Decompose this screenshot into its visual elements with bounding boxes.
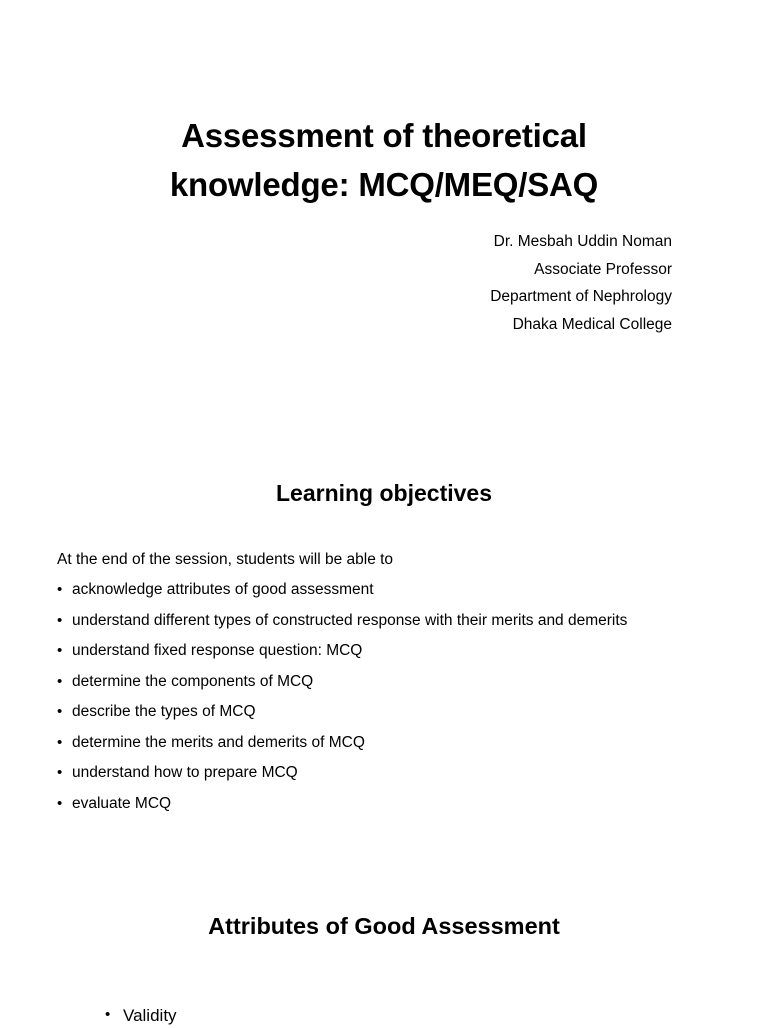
learning-objectives-heading: Learning objectives xyxy=(275,480,492,506)
attributes-heading: Attributes of Good Assessment xyxy=(208,913,560,939)
list-item: • acknowledge attributes of good assessment xyxy=(57,579,697,601)
author-block xyxy=(96,228,672,338)
list-item: • understand different types of constructed response with their merits and demerits xyxy=(57,610,697,632)
author-department: Department of Nephrology xyxy=(490,288,672,306)
list-item: • understand fixed response question: MCQ xyxy=(57,640,697,662)
list-item: • Validity xyxy=(105,1004,665,1028)
list-item: • determine the merits and demerits of MCQ xyxy=(57,732,697,754)
slide-title-line2: knowledge: MCQ/MEQ/SAQ xyxy=(169,165,599,203)
learning-objectives-intro: At the end of the session, students will be able to xyxy=(57,551,394,568)
slide-title-line1: Assessment of theoretical xyxy=(181,117,587,154)
list-item: • understand how to prepare MCQ xyxy=(57,762,697,784)
list-item: • describe the types of MCQ xyxy=(57,701,697,723)
author-name: Dr. Mesbah Uddin Noman xyxy=(493,233,672,250)
attributes-list xyxy=(105,1004,665,1028)
author-designation: Associate Professor xyxy=(534,260,672,278)
list-item: • determine the components of MCQ xyxy=(57,671,697,693)
author-institution: Dhaka Medical College xyxy=(512,315,672,333)
learning-objectives-list xyxy=(57,579,697,823)
slide-title xyxy=(96,112,672,210)
list-item: • evaluate MCQ xyxy=(57,793,697,815)
